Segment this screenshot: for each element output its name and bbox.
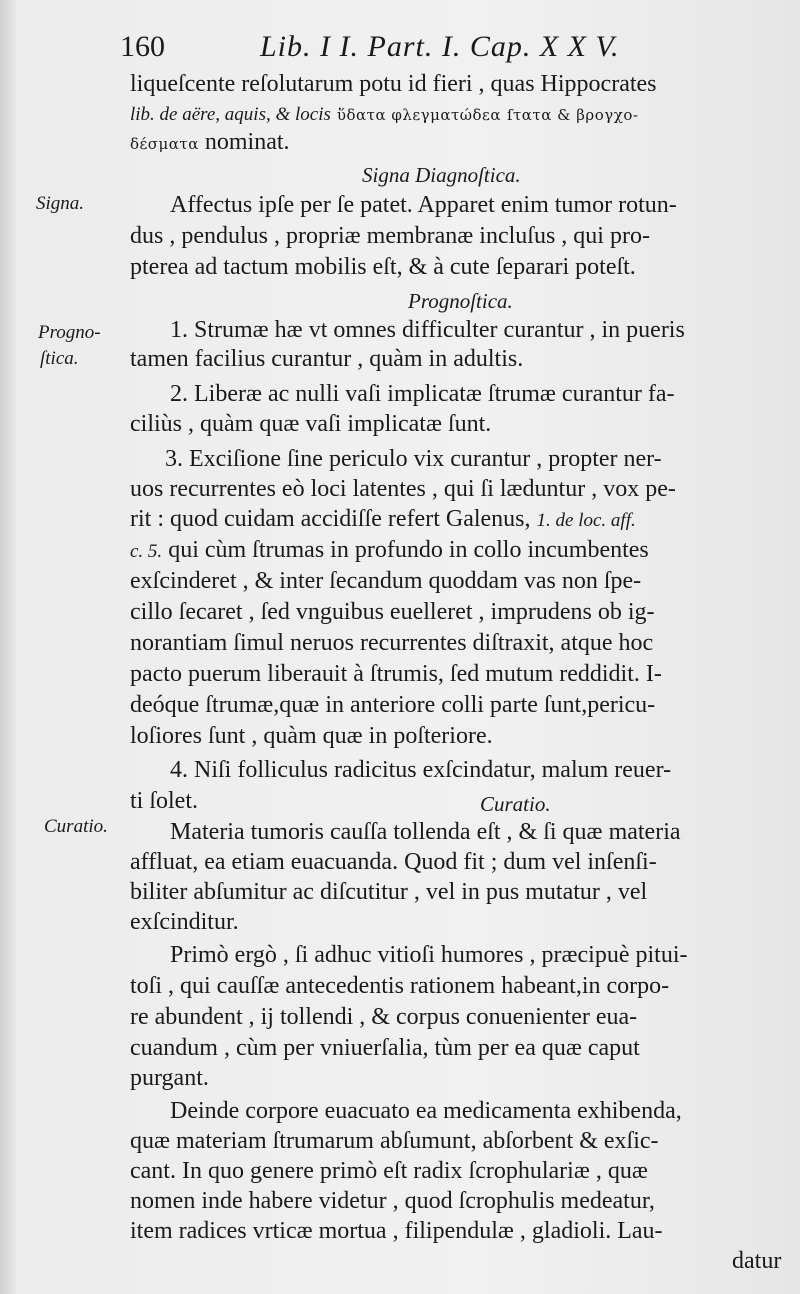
text-line: deóque ſtrumæ,quæ in anteriore colli parte ſunt,pericu- bbox=[130, 692, 656, 718]
margin-note-signa: Signa. bbox=[36, 193, 85, 214]
text-fragment: qui cùm ſtrumas in profundo in collo incumbentes bbox=[168, 537, 649, 563]
text-line: liqueſcente reſolutarum potu id fieri , quas Hippocrates bbox=[130, 71, 657, 97]
text-line: pterea ad tactum mobilis eſt, & à cute ſeparari poteſt. bbox=[130, 254, 636, 280]
text-line: pacto puerum liberauit à ſtrumis, ſed mutum reddidit. I- bbox=[130, 661, 662, 687]
text-line: cillo ſecaret , ſed vnguibus euelleret , imprudens ob ig- bbox=[130, 599, 655, 625]
text-line: Materia tumoris cauſſa tollenda eſt , & ſi quæ materia bbox=[170, 819, 681, 845]
text-line bbox=[130, 505, 636, 535]
text-line: 1. Strumæ hæ vt omnes difficulter curantur , in pueris bbox=[170, 317, 685, 343]
running-head: Lib. I I. Part. I. Cap. X X V. bbox=[260, 30, 620, 63]
margin-note-prognostica-1: Progno- bbox=[38, 322, 101, 343]
text-line: Affectus ipſe per ſe patet. Apparet enim tumor rotun- bbox=[170, 192, 677, 218]
catchword: datur bbox=[732, 1248, 782, 1274]
page-number: 160 bbox=[120, 30, 165, 63]
text-line bbox=[130, 99, 638, 129]
text-line: tamen facilius curantur , quàm in adultis. bbox=[130, 346, 524, 372]
text-line: cant. In quo genere primò eſt radix ſcrophulariæ , quæ bbox=[130, 1158, 648, 1184]
text-line bbox=[130, 536, 649, 566]
margin-note-curatio: Curatio. bbox=[44, 816, 108, 837]
greek-term: δέσματα bbox=[130, 135, 199, 153]
text-line: 4. Niſi folliculus radicitus exſcindatur, malum reuer- bbox=[170, 757, 672, 783]
text-fragment: rit : quod cuidam accidiſſe refert Galenus, bbox=[130, 506, 531, 532]
text-line: cuandum , cùm per vniuerſalia, tùm per ea quæ caput bbox=[130, 1035, 640, 1061]
margin-note-prognostica-2: ſtica. bbox=[40, 348, 79, 369]
text-line: 2. Liberæ ac nulli vaſi implicatæ ſtrumæ curantur fa- bbox=[170, 381, 675, 407]
section-heading: Signa Diagnoſtica. bbox=[362, 163, 521, 187]
text-line: 3. Exciſione ſine periculo vix curantur , propter ner- bbox=[165, 446, 662, 472]
citation: 1. de loc. aff. bbox=[536, 510, 636, 531]
text-line: Deinde corpore euacuato ea medicamenta exhibenda, bbox=[170, 1098, 682, 1124]
text-line: biliter abſumitur ac diſcutitur , vel in pus mutatur , vel bbox=[130, 879, 648, 905]
text-line: loſiores ſunt , quàm quæ in poſteriore. bbox=[130, 723, 493, 749]
text-line: toſi , qui cauſſæ antecedentis rationem habeant,in corpo- bbox=[130, 973, 670, 999]
text-line: quæ materiam ſtrumarum abſumunt, abſorbent & exſic- bbox=[130, 1128, 659, 1154]
text-line: re abundent , ij tollendi , & corpus conuenienter eua- bbox=[130, 1004, 638, 1030]
greek-term: ὕδατα φλεγματώδεα bbox=[336, 106, 501, 124]
text-line: item radices vrticæ mortua , filipendulæ , gladioli. Lau- bbox=[130, 1218, 663, 1244]
text-line: ciliùs , quàm quæ vaſi implicatæ ſunt. bbox=[130, 411, 492, 437]
text-line: ti ſolet. bbox=[130, 788, 198, 814]
text-line: Primò ergò , ſi adhuc vitioſi humores , præcipuè pitui- bbox=[170, 942, 688, 968]
text-line: uos recurrentes eò loci latentes , qui ſi læduntur , vox pe- bbox=[130, 476, 676, 502]
text-line: dus , pendulus , propriæ membranæ incluſus , qui pro- bbox=[130, 223, 650, 249]
text-line: exſcinditur. bbox=[130, 909, 239, 935]
text-line: norantiam ſimul neruos recurrentes diſtraxit, atque hoc bbox=[130, 630, 654, 656]
citation: c. 5. bbox=[130, 541, 163, 562]
page-header bbox=[120, 30, 760, 74]
text-fragment: nominat. bbox=[204, 129, 290, 155]
text-line: affluat, ea etiam euacuanda. Quod fit ; dum vel inſenſi- bbox=[130, 849, 657, 875]
text-line bbox=[130, 128, 290, 158]
text-line: exſcinderet , & inter ſecandum quoddam vas non ſpe- bbox=[130, 568, 642, 594]
section-heading: Prognoſtica. bbox=[408, 289, 513, 313]
greek-term: ſτατα & βρογχο- bbox=[506, 106, 639, 124]
section-heading: Curatio. bbox=[480, 792, 551, 816]
text-line: purgant. bbox=[130, 1065, 209, 1091]
citation: lib. de aëre, aquis, & locis bbox=[130, 104, 331, 125]
text-line: nomen inde habere videtur , quod ſcrophulis medeatur, bbox=[130, 1188, 655, 1214]
